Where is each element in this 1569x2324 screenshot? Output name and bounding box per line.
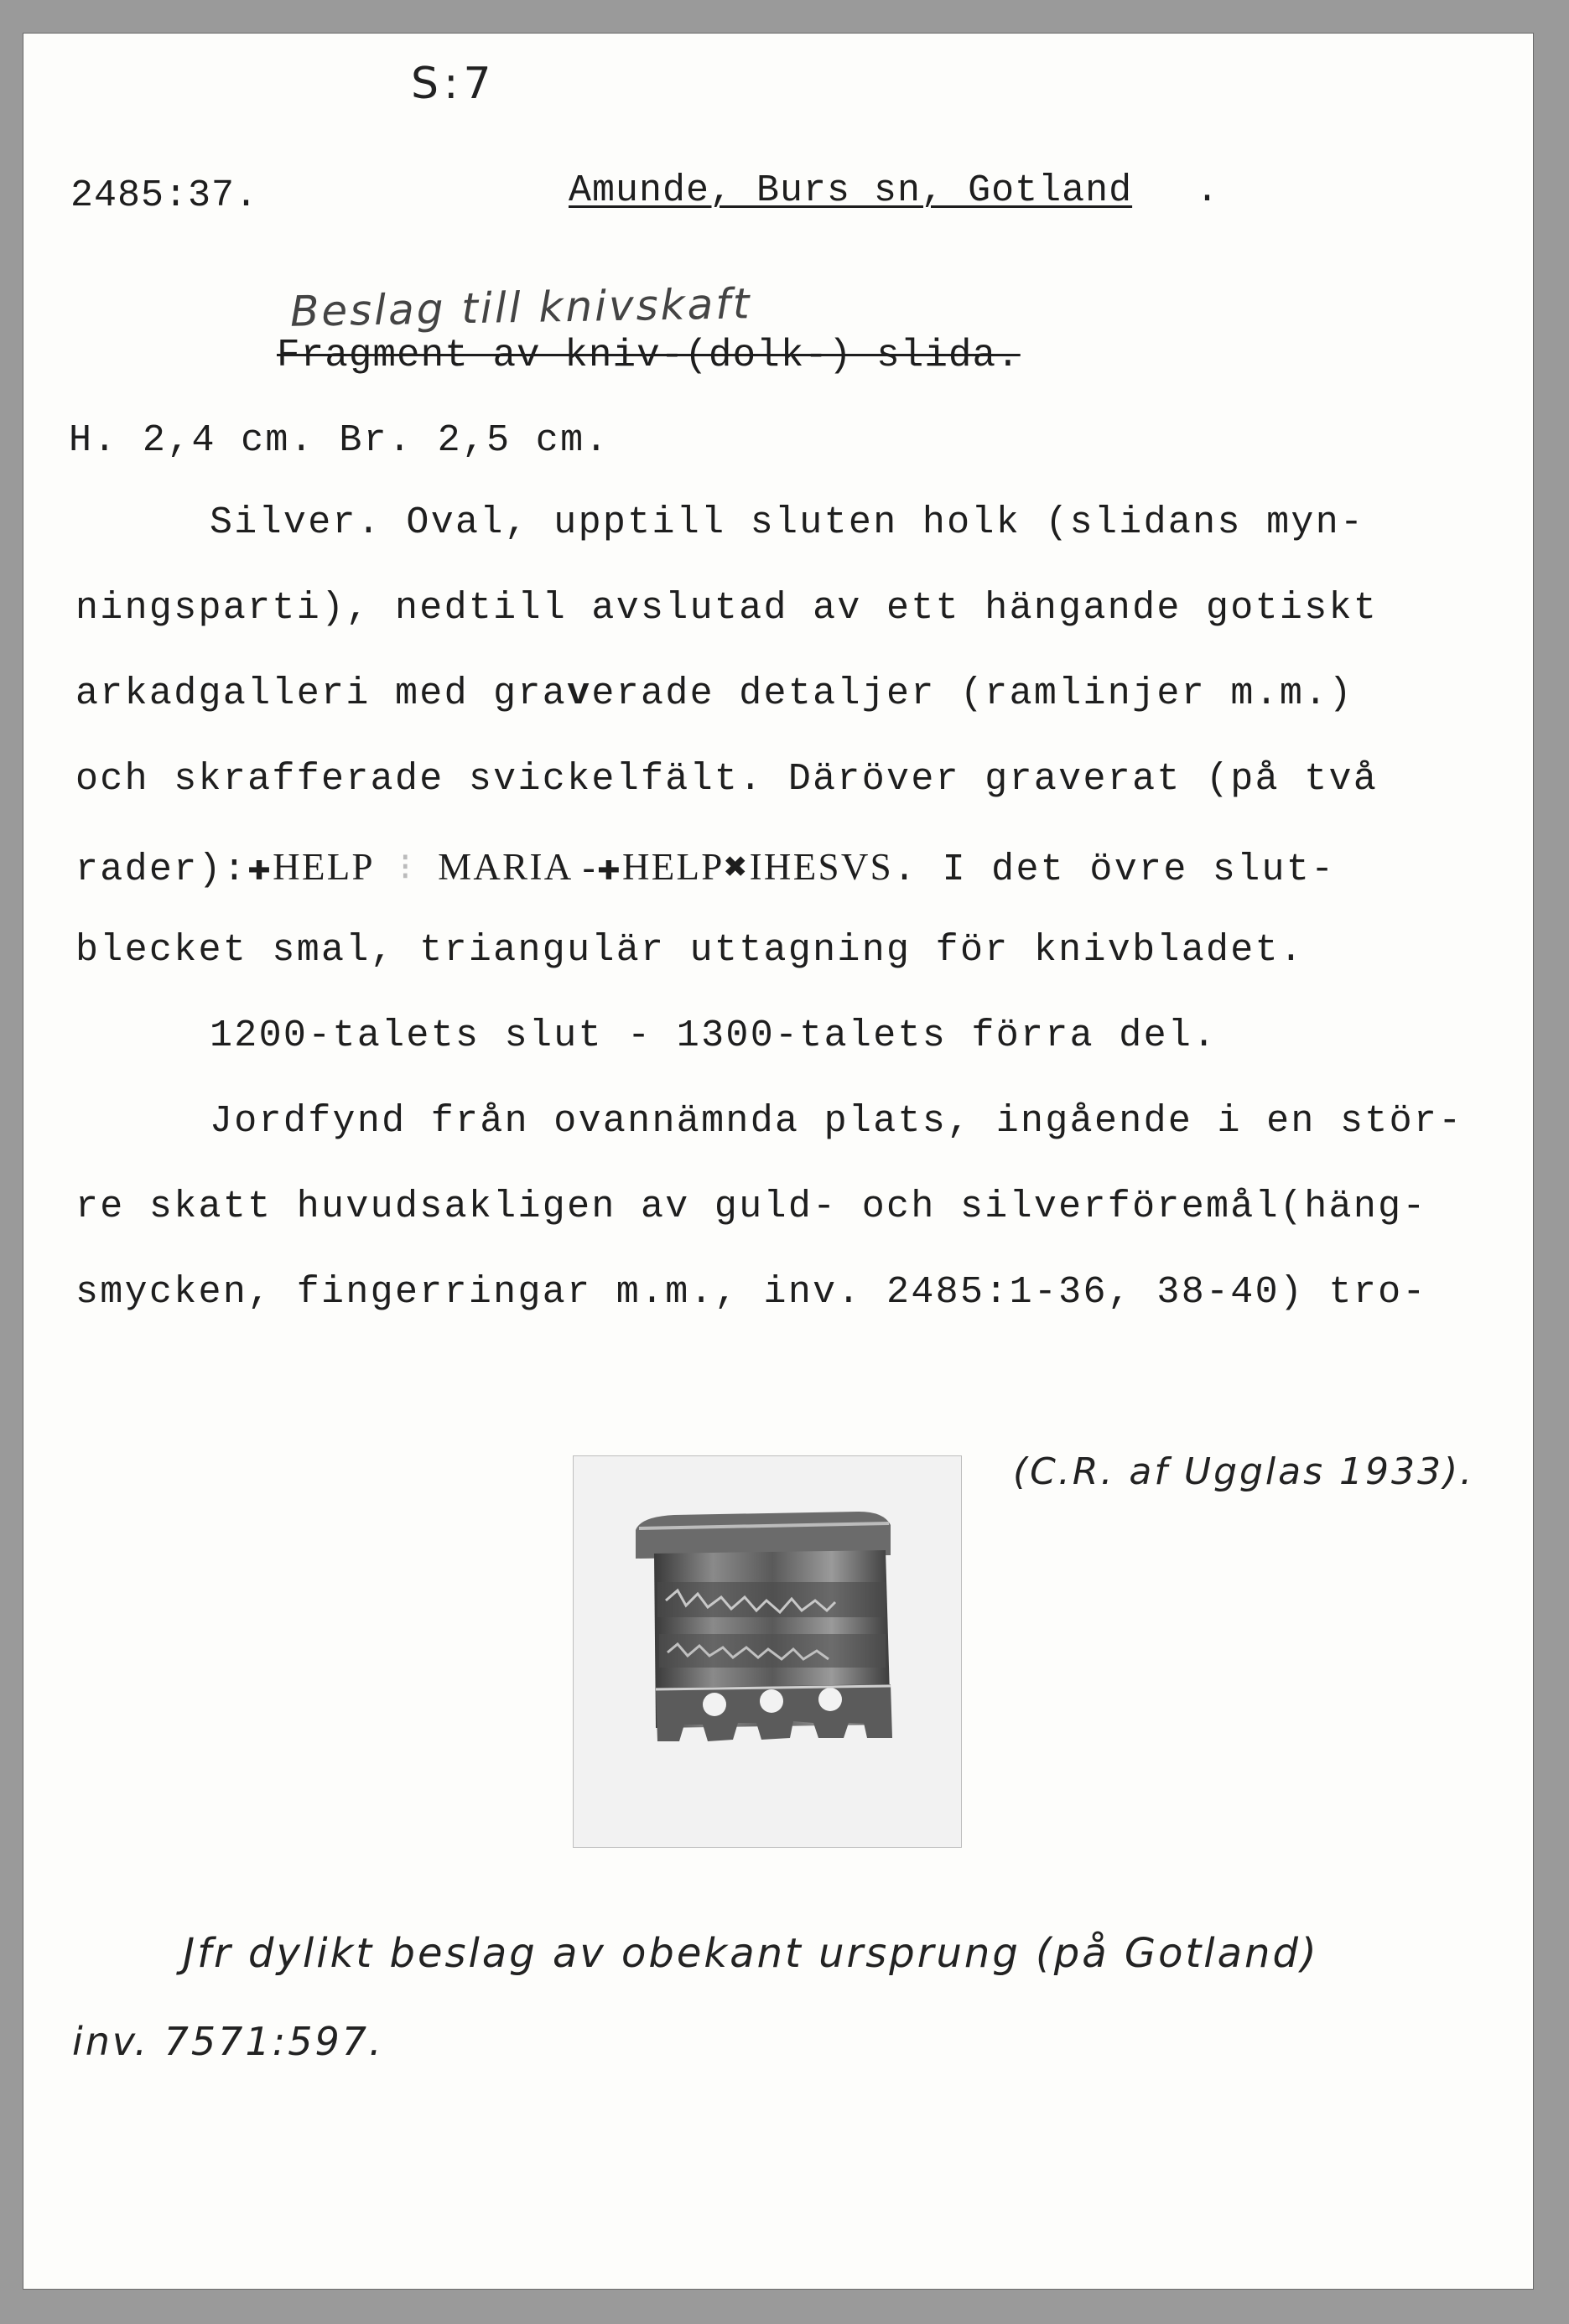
find-line-1: Jordfynd från ovannämnda plats, ingående i en stör-: [210, 1100, 1463, 1143]
saltire-icon: ✖: [724, 848, 750, 891]
find-line-2: re skatt huvudsakligen av guld- och silverföremål(häng-: [75, 1185, 1427, 1228]
handwritten-correction: Beslag till knivskaft: [289, 279, 752, 336]
description-line-1: Silver. Oval, upptill sluten holk (slidans myn-: [210, 501, 1365, 544]
find-line-3: smycken, fingerringar m.m., inv. 2485:1-36, 38-40) tro-: [75, 1271, 1427, 1314]
description-line-3: [75, 672, 1353, 715]
shelf-mark: S:7: [411, 59, 496, 109]
cross-icon-2: ✚: [596, 848, 622, 891]
measurements: H. 2,4 cm. Br. 2,5 cm.: [69, 419, 610, 462]
handwritten-note-line-2: inv. 7571:597.: [72, 2019, 384, 2064]
description-line-3-b: erade detaljer (ramlinjer m.m.): [591, 672, 1353, 715]
inscription-help-1: HELP: [273, 846, 375, 888]
description-line-6: blecket smal, triangulär uttagning för knivbladet.: [75, 929, 1305, 972]
description-line-4: och skrafferade svickelfält. Däröver graverat (på två: [75, 758, 1379, 801]
caret-insert-icon: v: [567, 672, 592, 715]
dating: 1200-talets slut - 1300-talets förra del.: [210, 1014, 1218, 1057]
catalog-card: [23, 34, 1533, 2289]
inscription-maria: MARIA -: [438, 846, 597, 888]
inventory-number: 2485:37.: [70, 174, 259, 217]
inscription-ihesvs: IHESVS: [749, 846, 893, 888]
attribution: (C.R. af Ugglas 1933).: [1013, 1450, 1475, 1493]
inscription-help-2: HELP: [621, 846, 725, 888]
find-location: Amunde, Burs sn, Gotland: [569, 169, 1133, 212]
location-period: .: [1196, 169, 1220, 212]
separator-icon: ⁝: [374, 848, 439, 891]
struck-title: Fragment av kniv-(dolk-) slida.: [277, 334, 1021, 377]
description-line-2: ningsparti), nedtill avslutad av ett hängande gotiskt: [75, 587, 1379, 630]
description-line-5-a: rader):: [75, 848, 248, 891]
description-line-5: [75, 843, 1335, 891]
knife-fitting-image: [574, 1456, 961, 1847]
handwritten-note-line-1: Jfr dylikt beslag av obekant ursprung (på Gotland): [183, 1930, 1319, 1977]
cross-icon: ✚: [247, 848, 273, 891]
description-line-5-b: . I det övre slut-: [892, 848, 1336, 891]
object-photo: [574, 1456, 961, 1847]
description-line-3-a: arkadgalleri med gra: [75, 672, 568, 715]
